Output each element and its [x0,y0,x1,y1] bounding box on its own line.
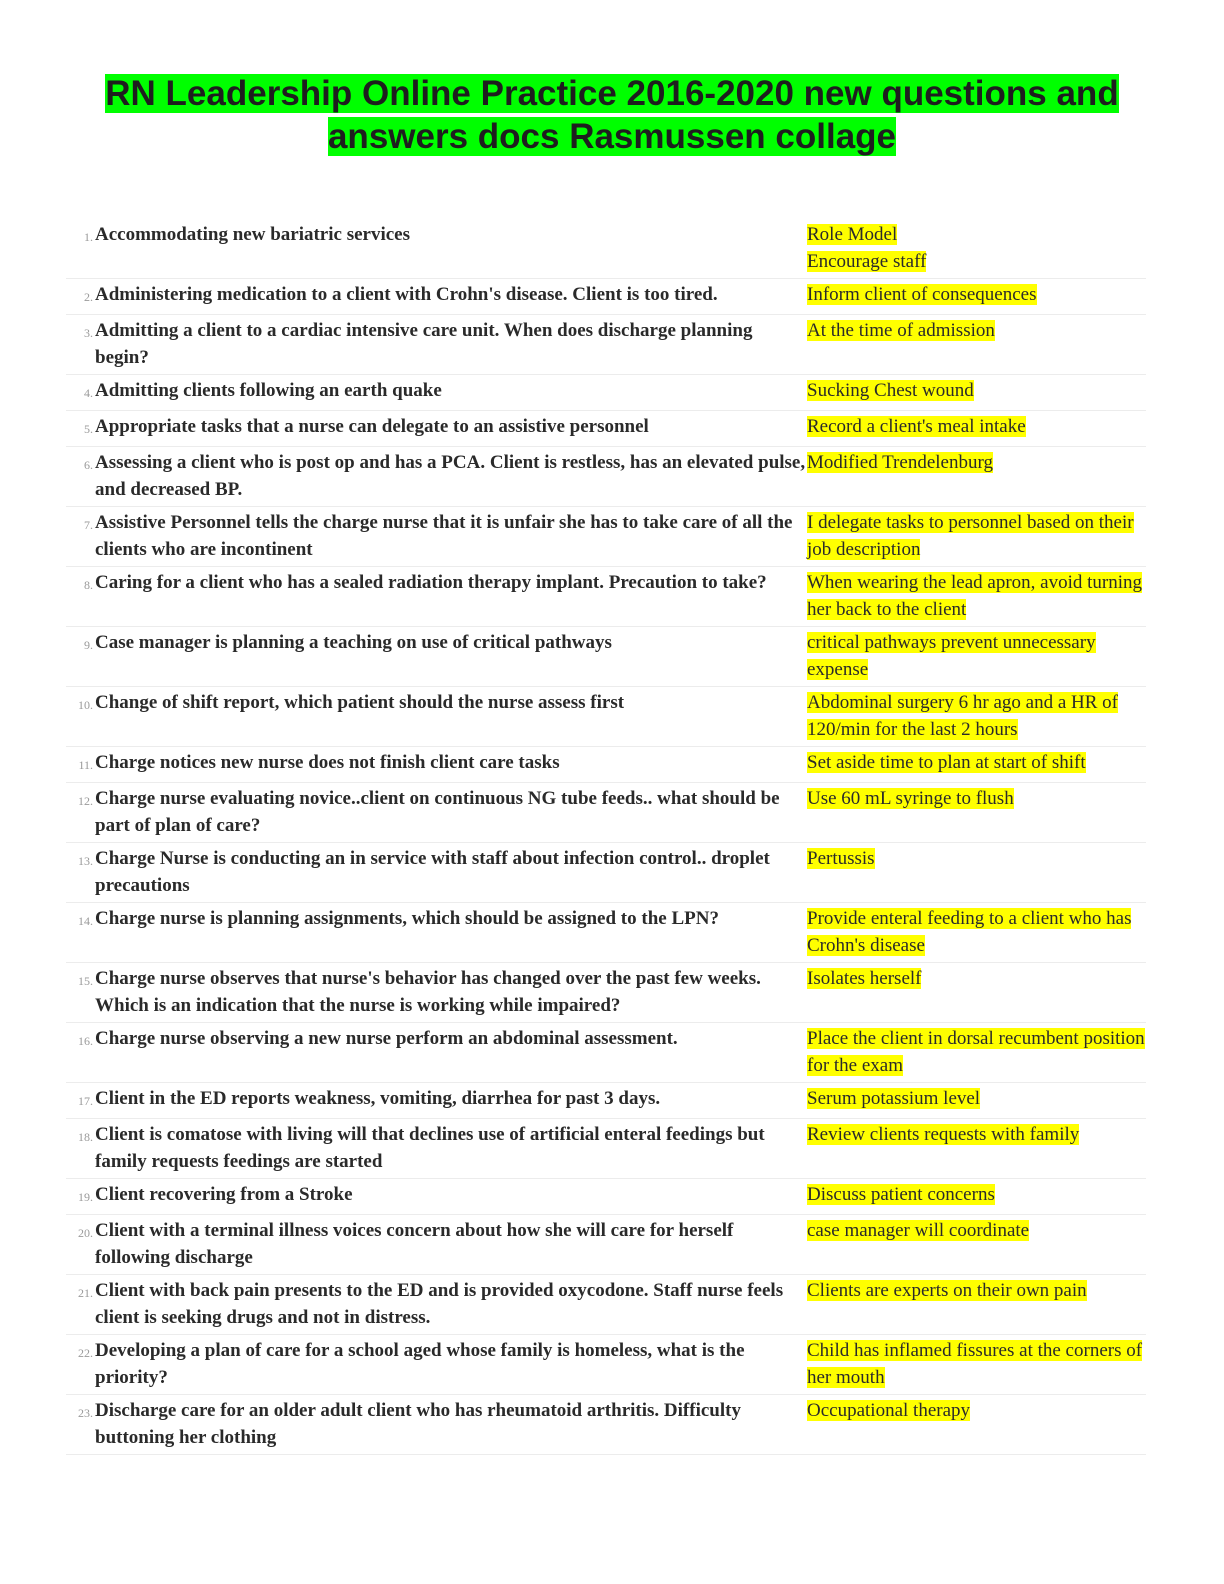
answer-text: Provide enteral feeding to a client who has Crohn's disease [807,908,1132,956]
question-number [66,966,95,1019]
question-number [66,1182,95,1211]
answer-cell [807,318,1145,371]
question-text: Charge nurse is planning assignments, which should be assigned to the LPN? [95,908,719,929]
answer-text: Isolates herself [807,968,922,989]
page-title [60,72,1164,158]
question-text: Discharge care for an older adult client who has rheumatoid arthritis. Difficulty buttoning her clothing [95,1400,741,1448]
question-text: Client with a terminal illness voices concern about how she will care for herself following discharge [95,1220,734,1268]
answer-text: Review clients requests with family [807,1124,1080,1145]
question-text: Assessing a client who is post op and has a PCA. Client is restless, has an elevated pulse, and decreased BP. [95,452,806,500]
answer-text: Encourage staff [807,250,927,272]
question-text: Charge notices new nurse does not finish client care tasks [95,752,560,773]
qa-row [66,375,1146,411]
answer-text: At the time of admission [807,320,995,341]
question-text: Administering medication to a client with Crohn's disease. Client is too tired. [95,284,718,305]
question-number-text: 6. [84,458,93,472]
answer-text: Place the client in dorsal recumbent position for the exam [807,1028,1145,1076]
page-title-line-1: RN Leadership Online Practice 2016-2020 new questions and [105,74,1119,113]
qa-row [66,1275,1146,1335]
answer-text: Child has inflamed fissures at the corners of her mouth [807,1340,1143,1388]
qa-row [66,903,1146,963]
qa-row [66,1215,1146,1275]
question-number-text: 13. [78,854,93,868]
question-text: Caring for a client who has a sealed radiation therapy implant. Precaution to take? [95,572,767,593]
answer-text: Clients are experts on their own pain [807,1280,1087,1301]
question-text: Accommodating new bariatric services [95,224,411,245]
answer-text: Pertussis [807,848,875,869]
answer-text: Record a client's meal intake [807,416,1026,437]
answer-cell [807,1338,1145,1391]
question-text: Client is comatose with living will that declines use of artificial enteral feedings but family requests feedings are started [95,1124,765,1172]
answer-text: Use 60 mL syringe to flush [807,788,1014,809]
question-number [66,222,95,275]
question-text: Client in the ED reports weakness, vomiting, diarrhea for past 3 days. [95,1088,661,1109]
question-number [66,786,95,839]
question-number-text: 7. [84,518,93,532]
question-text: Change of shift report, which patient should the nurse assess first [95,692,625,713]
answer-text: Modified Trendelenburg [807,452,993,473]
qa-row [66,1395,1146,1455]
question-number [66,1086,95,1115]
qa-row [66,411,1146,447]
qa-row [66,567,1146,627]
answer-text: critical pathways prevent unnecessary expense [807,632,1096,680]
question-text: Charge Nurse is conducting an in service with staff about infection control.. droplet precautions [95,848,770,896]
question-number [66,1278,95,1331]
answer-text: Sucking Chest wound [807,380,974,401]
answer-cell [807,222,1145,275]
question-number-text: 17. [78,1094,93,1108]
question-number [66,1218,95,1271]
qa-row [66,783,1146,843]
answer-cell [807,906,1145,959]
question-number-text: 11. [78,758,93,772]
question-number-text: 15. [78,974,93,988]
question-number-text: 8. [84,578,93,592]
answer-text: Abdominal surgery 6 hr ago and a HR of 120/min for the last 2 hours [807,692,1118,740]
question-text: Client recovering from a Stroke [95,1184,353,1205]
question-number [66,906,95,959]
question-number-text: 9. [84,638,93,652]
qa-row [66,843,1146,903]
answer-cell [807,690,1145,743]
question-number-text: 21. [78,1286,93,1300]
question-number [66,450,95,503]
question-number-text: 14. [78,914,93,928]
answer-cell [807,1278,1145,1331]
question-number-text: 3. [84,326,93,340]
qa-row [66,1083,1146,1119]
question-number-text: 19. [78,1190,93,1204]
qa-row [66,1119,1146,1179]
qa-row [66,687,1146,747]
qa-row [66,279,1146,315]
qa-row [66,1335,1146,1395]
question-number [66,1026,95,1079]
answer-cell [807,282,1145,311]
answer-cell [807,1086,1145,1115]
question-number [66,570,95,623]
question-number [66,1122,95,1175]
question-number-text: 5. [84,422,93,436]
answer-text: I delegate tasks to personnel based on their job description [807,512,1134,560]
qa-row [66,1023,1146,1083]
answer-text: case manager will coordinate [807,1220,1030,1241]
answer-cell [807,510,1145,563]
answer-cell [807,786,1145,839]
question-text: Admitting clients following an earth quake [95,380,442,401]
answer-text: Occupational therapy [807,1400,971,1421]
question-number-text: 12. [78,794,93,808]
question-number [66,414,95,443]
answer-cell [807,966,1145,1019]
answer-cell [807,1122,1145,1175]
question-number-text: 10. [78,698,93,712]
answer-text: Serum potassium level [807,1088,981,1109]
qa-row [66,507,1146,567]
answer-cell [807,1026,1145,1079]
answer-cell [807,414,1145,443]
answer-cell [807,630,1145,683]
question-number-text: 18. [78,1130,93,1144]
question-text: Assistive Personnel tells the charge nurse that it is unfair she has to take care of all the clients who are incontinent [95,512,793,560]
question-text: Appropriate tasks that a nurse can delegate to an assistive personnel [95,416,649,437]
question-number-text: 23. [78,1406,93,1420]
question-text: Case manager is planning a teaching on use of critical pathways [95,632,612,653]
qa-row [66,219,1146,279]
answer-cell [807,750,1145,779]
answer-cell [807,450,1145,503]
answer-text: Role Model [807,224,898,245]
answer-cell [807,1398,1145,1451]
answer-text: Set aside time to plan at start of shift [807,752,1086,773]
question-text: Charge nurse observes that nurse's behavior has changed over the past few weeks. Which is an indication that the nurse is working while impaired? [95,968,761,1016]
question-number [66,750,95,779]
question-answer-list [66,219,1146,1455]
question-number [66,630,95,683]
qa-row [66,315,1146,375]
question-number-text: 20. [78,1226,93,1240]
question-text: Charge nurse evaluating novice..client on continuous NG tube feeds.. what should be part of plan of care? [95,788,780,836]
question-text: Client with back pain presents to the ED and is provided oxycodone. Staff nurse feels client is seeking drugs and not in distress. [95,1280,784,1328]
question-number [66,1338,95,1391]
answer-text: When wearing the lead apron, avoid turning her back to the client [807,572,1143,620]
question-number-text: 2. [84,290,93,304]
question-number-text: 4. [84,386,93,400]
question-number-text: 22. [78,1346,93,1360]
question-number [66,378,95,407]
question-number [66,318,95,371]
question-text: Developing a plan of care for a school aged whose family is homeless, what is the priority? [95,1340,745,1388]
answer-cell [807,570,1145,623]
question-text: Admitting a client to a cardiac intensive care unit. When does discharge planning begin? [95,320,753,368]
question-number-text: 16. [78,1034,93,1048]
qa-row [66,747,1146,783]
answer-cell [807,378,1145,407]
page-title-line-2: answers docs Rasmussen collage [327,117,897,156]
qa-row [66,627,1146,687]
question-number [66,282,95,311]
question-number [66,690,95,743]
question-number [66,846,95,899]
answer-text: Inform client of consequences [807,284,1037,305]
question-text: Charge nurse observing a new nurse perform an abdominal assessment. [95,1028,678,1049]
answer-cell [807,1218,1145,1271]
question-number [66,1398,95,1451]
qa-row [66,963,1146,1023]
answer-cell [807,846,1145,899]
question-number [66,510,95,563]
question-number-text: 1. [84,230,93,244]
answer-cell [807,1182,1145,1211]
qa-row [66,1179,1146,1215]
answer-text: Discuss patient concerns [807,1184,995,1205]
qa-row [66,447,1146,507]
